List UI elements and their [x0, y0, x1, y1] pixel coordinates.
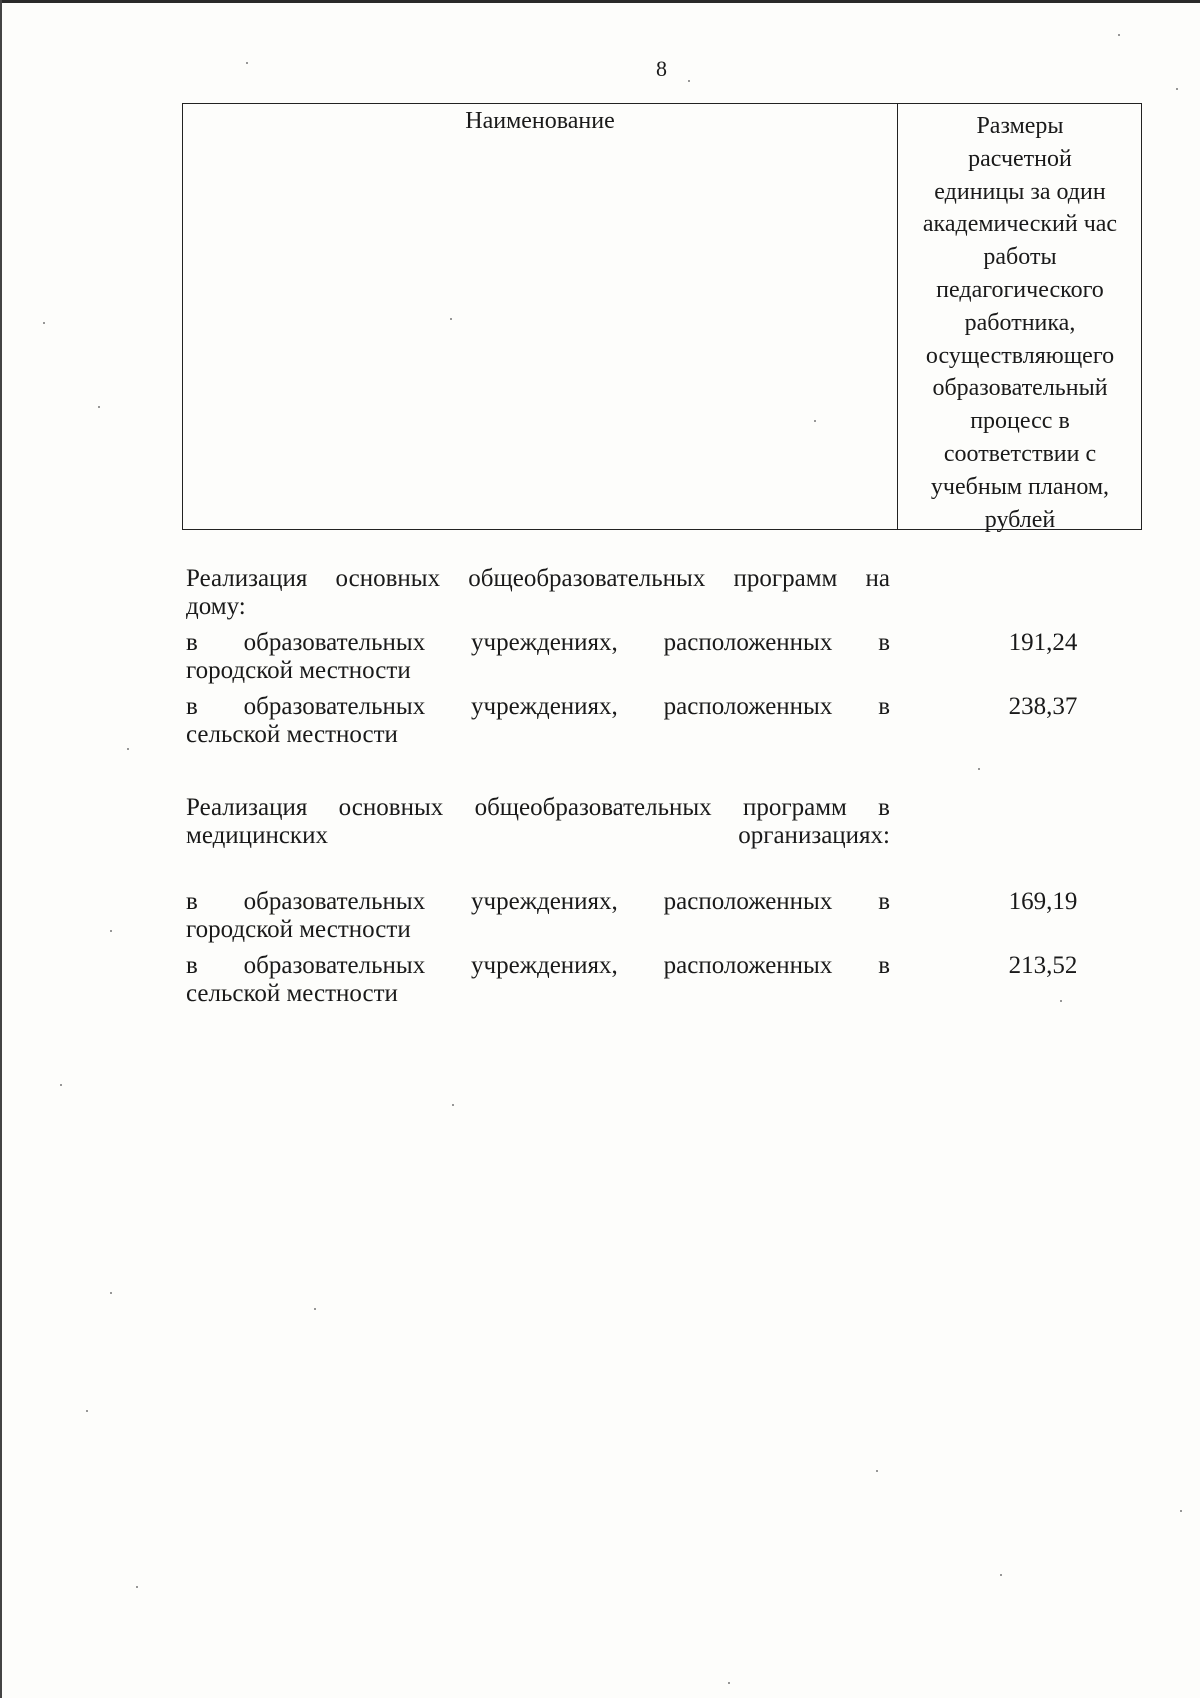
size-header-line: Размеры [976, 113, 1064, 139]
column-header-name: Наименование [465, 108, 615, 134]
size-header-line: работника, [964, 309, 1076, 336]
page-left-edge [0, 0, 2, 1698]
size-header-line: рублей [984, 506, 1056, 533]
list-item [186, 629, 1186, 693]
row-label-line: городской местности [186, 916, 411, 943]
row-value: 191,24 [1008, 629, 1078, 656]
column-header-size [899, 104, 1141, 536]
size-header-line: работы [983, 244, 1057, 271]
list-item [186, 693, 1186, 757]
row-label-line: городской местности [186, 657, 411, 684]
row-label-line: сельской местности [186, 721, 398, 748]
page-top-edge [0, 0, 1200, 3]
section-home-education [186, 565, 1186, 757]
size-header-line: расчетной [968, 145, 1072, 172]
size-header-line: педагогического [936, 276, 1104, 303]
size-header-line: академический час [922, 211, 1118, 238]
row-value: 213,52 [1008, 952, 1078, 979]
header-table [182, 103, 1142, 533]
row-label [186, 693, 890, 749]
row-label-line: в образовательных учреждениях, расположенных в [186, 629, 890, 656]
list-item [186, 888, 1186, 952]
size-header-line: осуществляющего [925, 342, 1115, 369]
row-label-line: в образовательных учреждениях, расположенных в [186, 693, 890, 720]
section-title-line: Реализация основных общеобразовательных программ в [186, 794, 890, 821]
size-header-line: соответствии с [943, 440, 1097, 467]
row-value: 169,19 [1008, 888, 1078, 915]
section-title-line: Реализация основных общеобразовательных программ на [186, 565, 890, 592]
column-divider [897, 104, 898, 529]
row-label [186, 952, 890, 1008]
row-value: 238,37 [1008, 693, 1078, 720]
size-header-line: образовательный [932, 375, 1108, 402]
section-title [186, 565, 890, 621]
page-number: 8 [656, 56, 667, 81]
section-title-line: дому: [186, 593, 246, 620]
row-label-line: в образовательных учреждениях, расположенных в [186, 888, 890, 915]
row-label-line: сельской местности [186, 980, 398, 1007]
size-header-line: процесс в [970, 408, 1070, 435]
size-header-line: единицы за один [934, 178, 1106, 205]
section-title [186, 794, 890, 850]
size-header-line: учебным планом, [930, 473, 1110, 500]
row-label [186, 888, 890, 944]
section-medical-organizations [186, 794, 1186, 1016]
row-label [186, 629, 890, 685]
section-title-line: медицинских организациях: [186, 822, 890, 849]
row-label-line: в образовательных учреждениях, расположенных в [186, 952, 890, 979]
list-item [186, 952, 1186, 1016]
